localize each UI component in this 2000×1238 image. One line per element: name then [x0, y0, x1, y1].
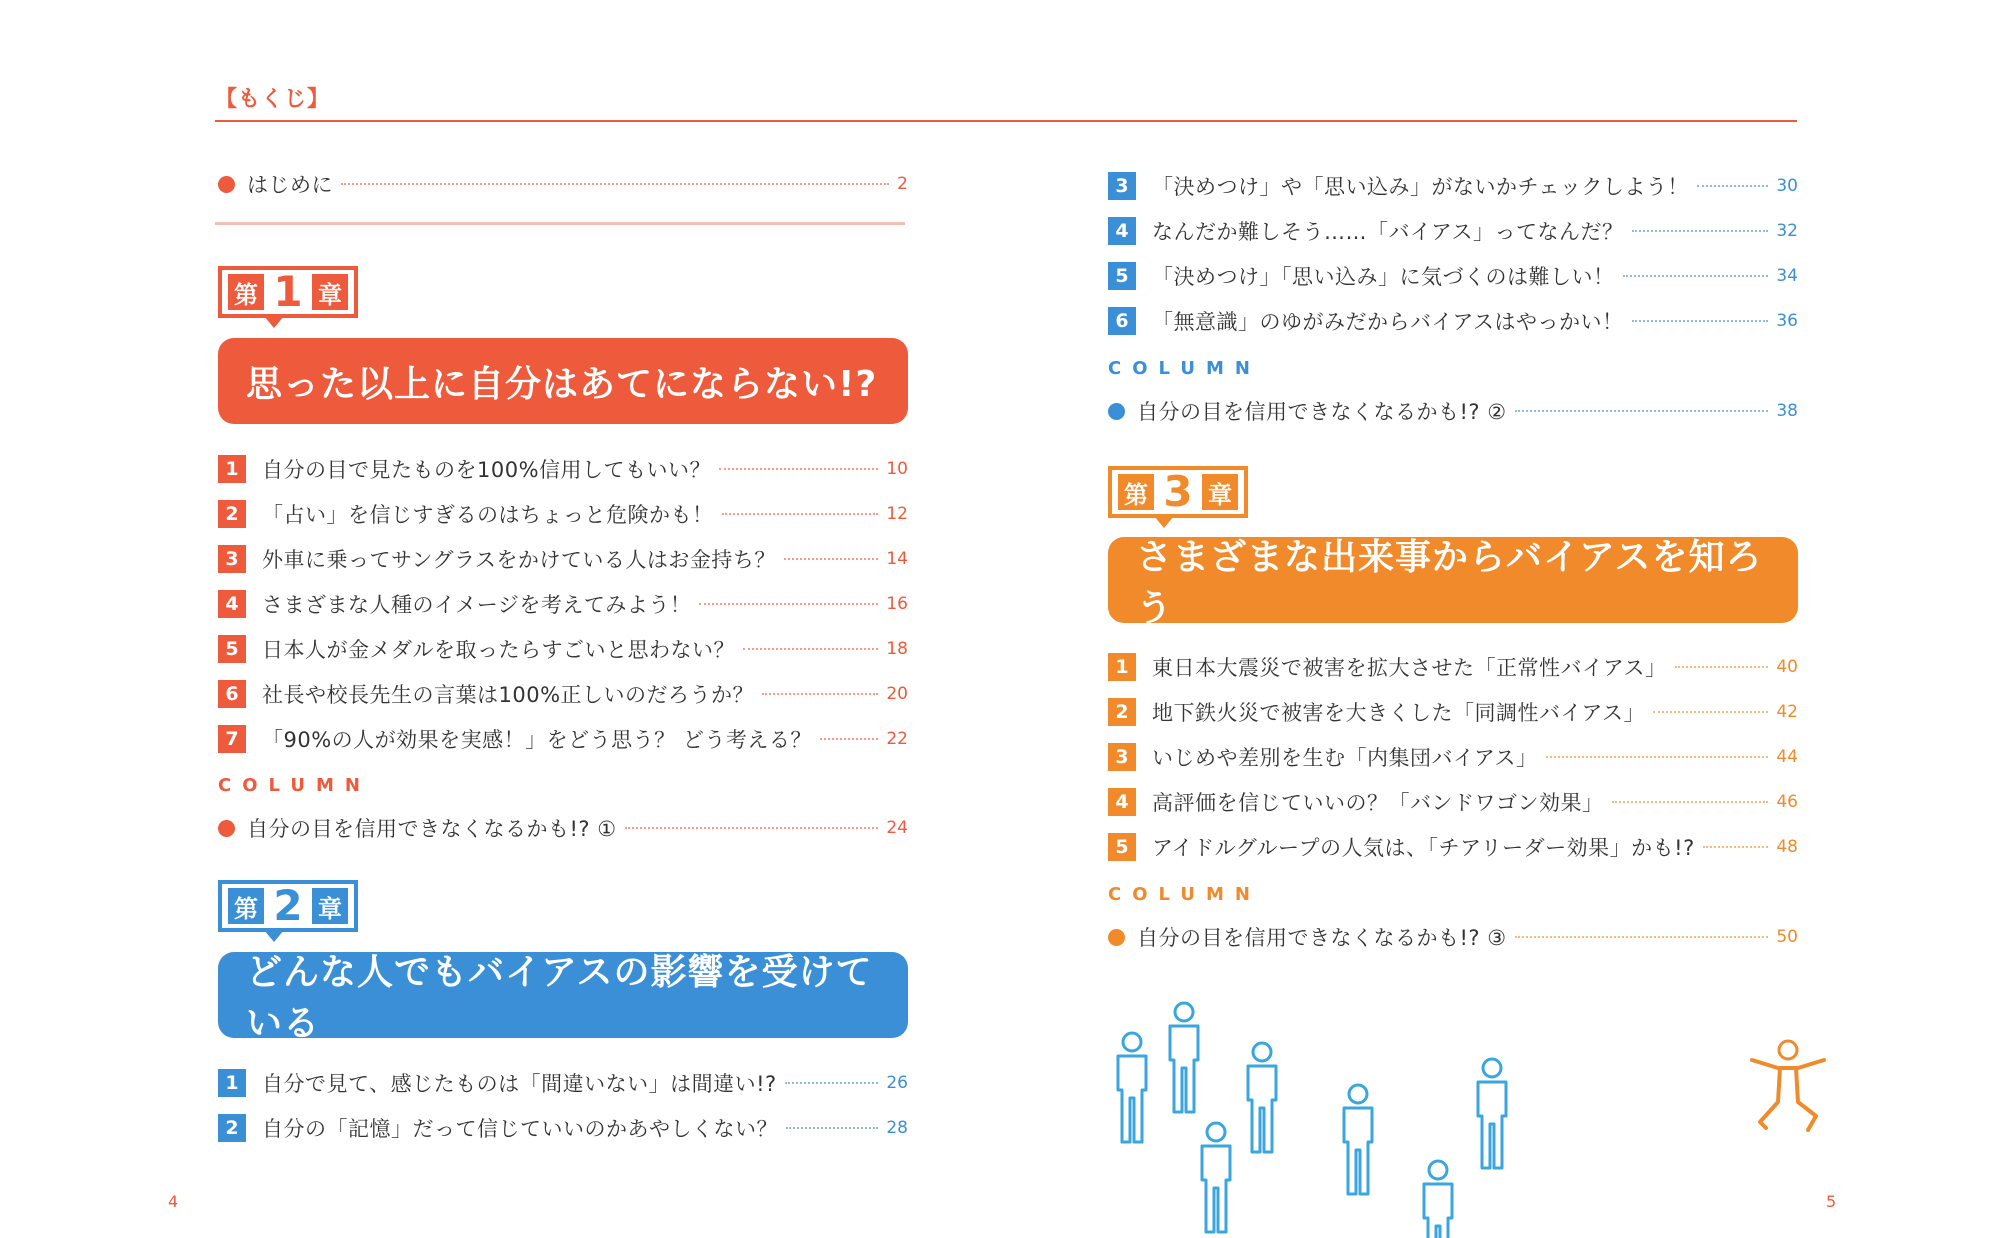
- toc-item-text: 東日本大震災で被害を拡大させた「正常性バイアス」: [1152, 656, 1667, 680]
- tab-pointer-icon: [1154, 516, 1174, 528]
- chapter-2-tab: [218, 880, 358, 932]
- chapter-3-title-banner[interactable]: さまざまな出来事からバイアスを知ろう: [1108, 537, 1798, 623]
- item-number-badge: 5: [218, 635, 246, 663]
- page-number: 30: [1776, 176, 1798, 196]
- chapter-dai-label: 第: [1118, 474, 1154, 510]
- item-number-badge: 1: [218, 1069, 246, 1097]
- toc-row[interactable]: [218, 588, 908, 620]
- page-number: 12: [886, 504, 908, 524]
- toc-item-text: なんだか難しそう……「バイアス」ってなんだ？: [1152, 220, 1624, 244]
- dotted-leader: [1632, 230, 1769, 232]
- toc-row[interactable]: [1108, 741, 1798, 773]
- toc-item-text: 日本人が金メダルを取ったらすごいと思わない？: [262, 638, 735, 662]
- toc-row[interactable]: [218, 723, 908, 755]
- toc-item-text: 「90%の人が効果を実感！」をどう思う？ どう考える？: [262, 728, 812, 752]
- chapter-1-tab: [218, 266, 358, 318]
- header-rule: [215, 120, 1797, 122]
- people-illustration: [1100, 990, 1840, 1238]
- toc-row[interactable]: [1108, 260, 1798, 292]
- dotted-leader: [1515, 410, 1769, 412]
- toc-item-text: 「占い」を信じすぎるのはちょっと危険かも！: [262, 503, 714, 527]
- toc-row[interactable]: [218, 543, 908, 575]
- item-number-badge: 1: [218, 455, 246, 483]
- toc-row[interactable]: [218, 1112, 908, 1144]
- bullet-dot-icon: [218, 820, 235, 837]
- toc-intro-text: はじめに: [247, 173, 333, 197]
- toc-item-text: さまざまな人種のイメージを考えてみよう！: [262, 593, 692, 617]
- dotted-leader: [1653, 711, 1768, 713]
- item-number-badge: 6: [218, 680, 246, 708]
- toc-item-text: 高評価を信じていいの？「バンドワゴン効果」: [1152, 791, 1604, 815]
- toc-item-text: 地下鉄火災で被害を大きくした「同調性バイアス」: [1152, 701, 1646, 725]
- dotted-leader: [784, 558, 878, 560]
- chapter-dai-label: 第: [228, 274, 264, 310]
- page-number: 26: [886, 1073, 908, 1093]
- toc-row[interactable]: [218, 453, 908, 485]
- dotted-leader: [1632, 320, 1769, 322]
- column-label: COLUMN: [1108, 358, 1261, 379]
- item-number-badge: 3: [218, 545, 246, 573]
- chapter-number: 2: [273, 881, 303, 930]
- item-number-badge: 5: [1108, 262, 1136, 290]
- page-number: 34: [1776, 266, 1798, 286]
- page-number: 46: [1776, 792, 1798, 812]
- toc-item-text: いじめや差別を生む「内集団バイアス」: [1152, 746, 1538, 770]
- toc-item-text: 「決めつけ」や「思い込み」がないかチェックしよう！: [1152, 175, 1689, 199]
- toc-row[interactable]: [218, 633, 908, 665]
- standing-person-icon: [1344, 1085, 1372, 1194]
- page-number: 40: [1776, 657, 1798, 677]
- chapter-sho-label: 章: [312, 274, 348, 310]
- page-number: 22: [886, 729, 908, 749]
- page-number: 38: [1776, 401, 1798, 421]
- standing-person-icon: [1424, 1161, 1452, 1238]
- column-label: COLUMN: [218, 775, 371, 796]
- toc-row[interactable]: [1108, 305, 1798, 337]
- dotted-leader: [1515, 936, 1769, 938]
- tab-pointer-icon: [264, 316, 284, 328]
- item-number-badge: 2: [218, 1114, 246, 1142]
- dotted-leader: [341, 183, 889, 185]
- page-number: 2: [897, 174, 908, 194]
- column-row[interactable]: [1108, 921, 1798, 953]
- dotted-leader: [719, 468, 878, 470]
- page-number: 48: [1776, 837, 1798, 857]
- dotted-leader: [1546, 756, 1769, 758]
- item-number-badge: 2: [218, 500, 246, 528]
- toc-row[interactable]: [218, 1067, 908, 1099]
- chapter-dai-label: 第: [228, 888, 264, 924]
- page-number: 36: [1776, 311, 1798, 331]
- bullet-dot-icon: [218, 176, 235, 193]
- chapter-number: 3: [1163, 467, 1193, 516]
- page-number: 14: [886, 549, 908, 569]
- column-label: COLUMN: [1108, 884, 1261, 905]
- standing-person-icon: [1478, 1059, 1506, 1168]
- page-number: 20: [886, 684, 908, 704]
- page-number: 18: [886, 639, 908, 659]
- toc-row[interactable]: [218, 498, 908, 530]
- page-number: 50: [1776, 927, 1798, 947]
- tab-pointer-icon: [264, 930, 284, 942]
- item-number-badge: 4: [1108, 217, 1136, 245]
- page-number: 32: [1776, 221, 1798, 241]
- page-number: 42: [1776, 702, 1798, 722]
- dotted-leader: [1703, 846, 1769, 848]
- toc-item-text: 自分の目で見たものを100%信用してもいい？: [262, 458, 712, 482]
- item-number-badge: 6: [1108, 307, 1136, 335]
- toc-heading: 【もくじ】: [215, 87, 331, 112]
- toc-row[interactable]: [1108, 696, 1798, 728]
- dotted-leader: [1697, 185, 1768, 187]
- right-page-number: 5: [1826, 1192, 1837, 1211]
- dotted-leader: [1675, 666, 1769, 668]
- chapter-sho-label: 章: [312, 888, 348, 924]
- dotted-leader: [762, 693, 878, 695]
- toc-item-text: 外車に乗ってサングラスをかけている人はお金持ち？: [262, 548, 776, 572]
- page-number: 44: [1776, 747, 1798, 767]
- toc-item-text: 「決めつけ」「思い込み」に気づくのは難しい！: [1152, 265, 1615, 289]
- item-number-badge: 5: [1108, 833, 1136, 861]
- page-number: 10: [886, 459, 908, 479]
- column-item-text: 自分の目を信用できなくなるかも!? ③: [1137, 926, 1507, 950]
- dotted-leader: [1612, 801, 1769, 803]
- dotted-leader: [1623, 275, 1769, 277]
- dotted-leader: [722, 513, 879, 515]
- column-item-text: 自分の目を信用できなくなるかも!? ②: [1137, 400, 1507, 424]
- dotted-leader: [785, 1082, 879, 1084]
- page-number: 28: [886, 1118, 908, 1138]
- dotted-leader: [625, 827, 879, 829]
- dotted-leader: [786, 1127, 878, 1129]
- standing-person-icon: [1170, 1003, 1198, 1112]
- item-number-badge: 2: [1108, 698, 1136, 726]
- item-number-badge: 3: [1108, 743, 1136, 771]
- item-number-badge: 4: [218, 590, 246, 618]
- chapter-2-title-banner[interactable]: どんな人でもバイアスの影響を受けている: [218, 952, 908, 1038]
- item-number-badge: 1: [1108, 653, 1136, 681]
- chapter-3-tab: [1108, 466, 1248, 518]
- column-row[interactable]: [1108, 395, 1798, 427]
- toc-item-text: 自分の「記憶」だって信じていいのかあやしくない？: [262, 1117, 778, 1141]
- column-row[interactable]: [218, 812, 908, 844]
- item-number-badge: 7: [218, 725, 246, 753]
- intro-separator: [215, 222, 905, 225]
- standing-person-icon: [1118, 1033, 1146, 1142]
- page-number: 16: [886, 594, 908, 614]
- dotted-leader: [743, 648, 878, 650]
- column-item-text: 自分の目を信用できなくなるかも!? ①: [247, 817, 617, 841]
- item-number-badge: 4: [1108, 788, 1136, 816]
- bullet-dot-icon: [1108, 929, 1125, 946]
- toc-row[interactable]: [1108, 651, 1798, 683]
- page-number: 24: [886, 818, 908, 838]
- item-number-badge: 3: [1108, 172, 1136, 200]
- toc-row[interactable]: [1108, 786, 1798, 818]
- toc-intro-row[interactable]: [218, 168, 908, 200]
- dotted-leader: [820, 738, 879, 740]
- chapter-sho-label: 章: [1202, 474, 1238, 510]
- dotted-leader: [699, 603, 878, 605]
- toc-item-text: 自分で見て、感じたものは「間違いない」は間違い!?: [262, 1072, 777, 1096]
- toc-item-text: 社長や校長先生の言葉は100%正しいのだろうか？: [262, 683, 755, 707]
- standing-person-icon: [1248, 1043, 1276, 1152]
- chapter-number: 1: [273, 267, 303, 316]
- standing-person-icon: [1202, 1123, 1230, 1232]
- toc-row[interactable]: [1108, 831, 1798, 863]
- toc-item-text: 「無意識」のゆがみだからバイアスはやっかい！: [1152, 310, 1624, 334]
- toc-row[interactable]: [218, 678, 908, 710]
- toc-item-text: アイドルグループの人気は、「チアリーダー効果」かも!?: [1152, 836, 1695, 860]
- chapter-1-title-banner[interactable]: 思った以上に自分はあてにならない!?: [218, 338, 908, 424]
- jumping-person-icon: [1752, 1041, 1824, 1130]
- left-page-number: 4: [168, 1192, 179, 1211]
- toc-row[interactable]: [1108, 215, 1798, 247]
- bullet-dot-icon: [1108, 403, 1125, 420]
- toc-row[interactable]: [1108, 170, 1798, 202]
